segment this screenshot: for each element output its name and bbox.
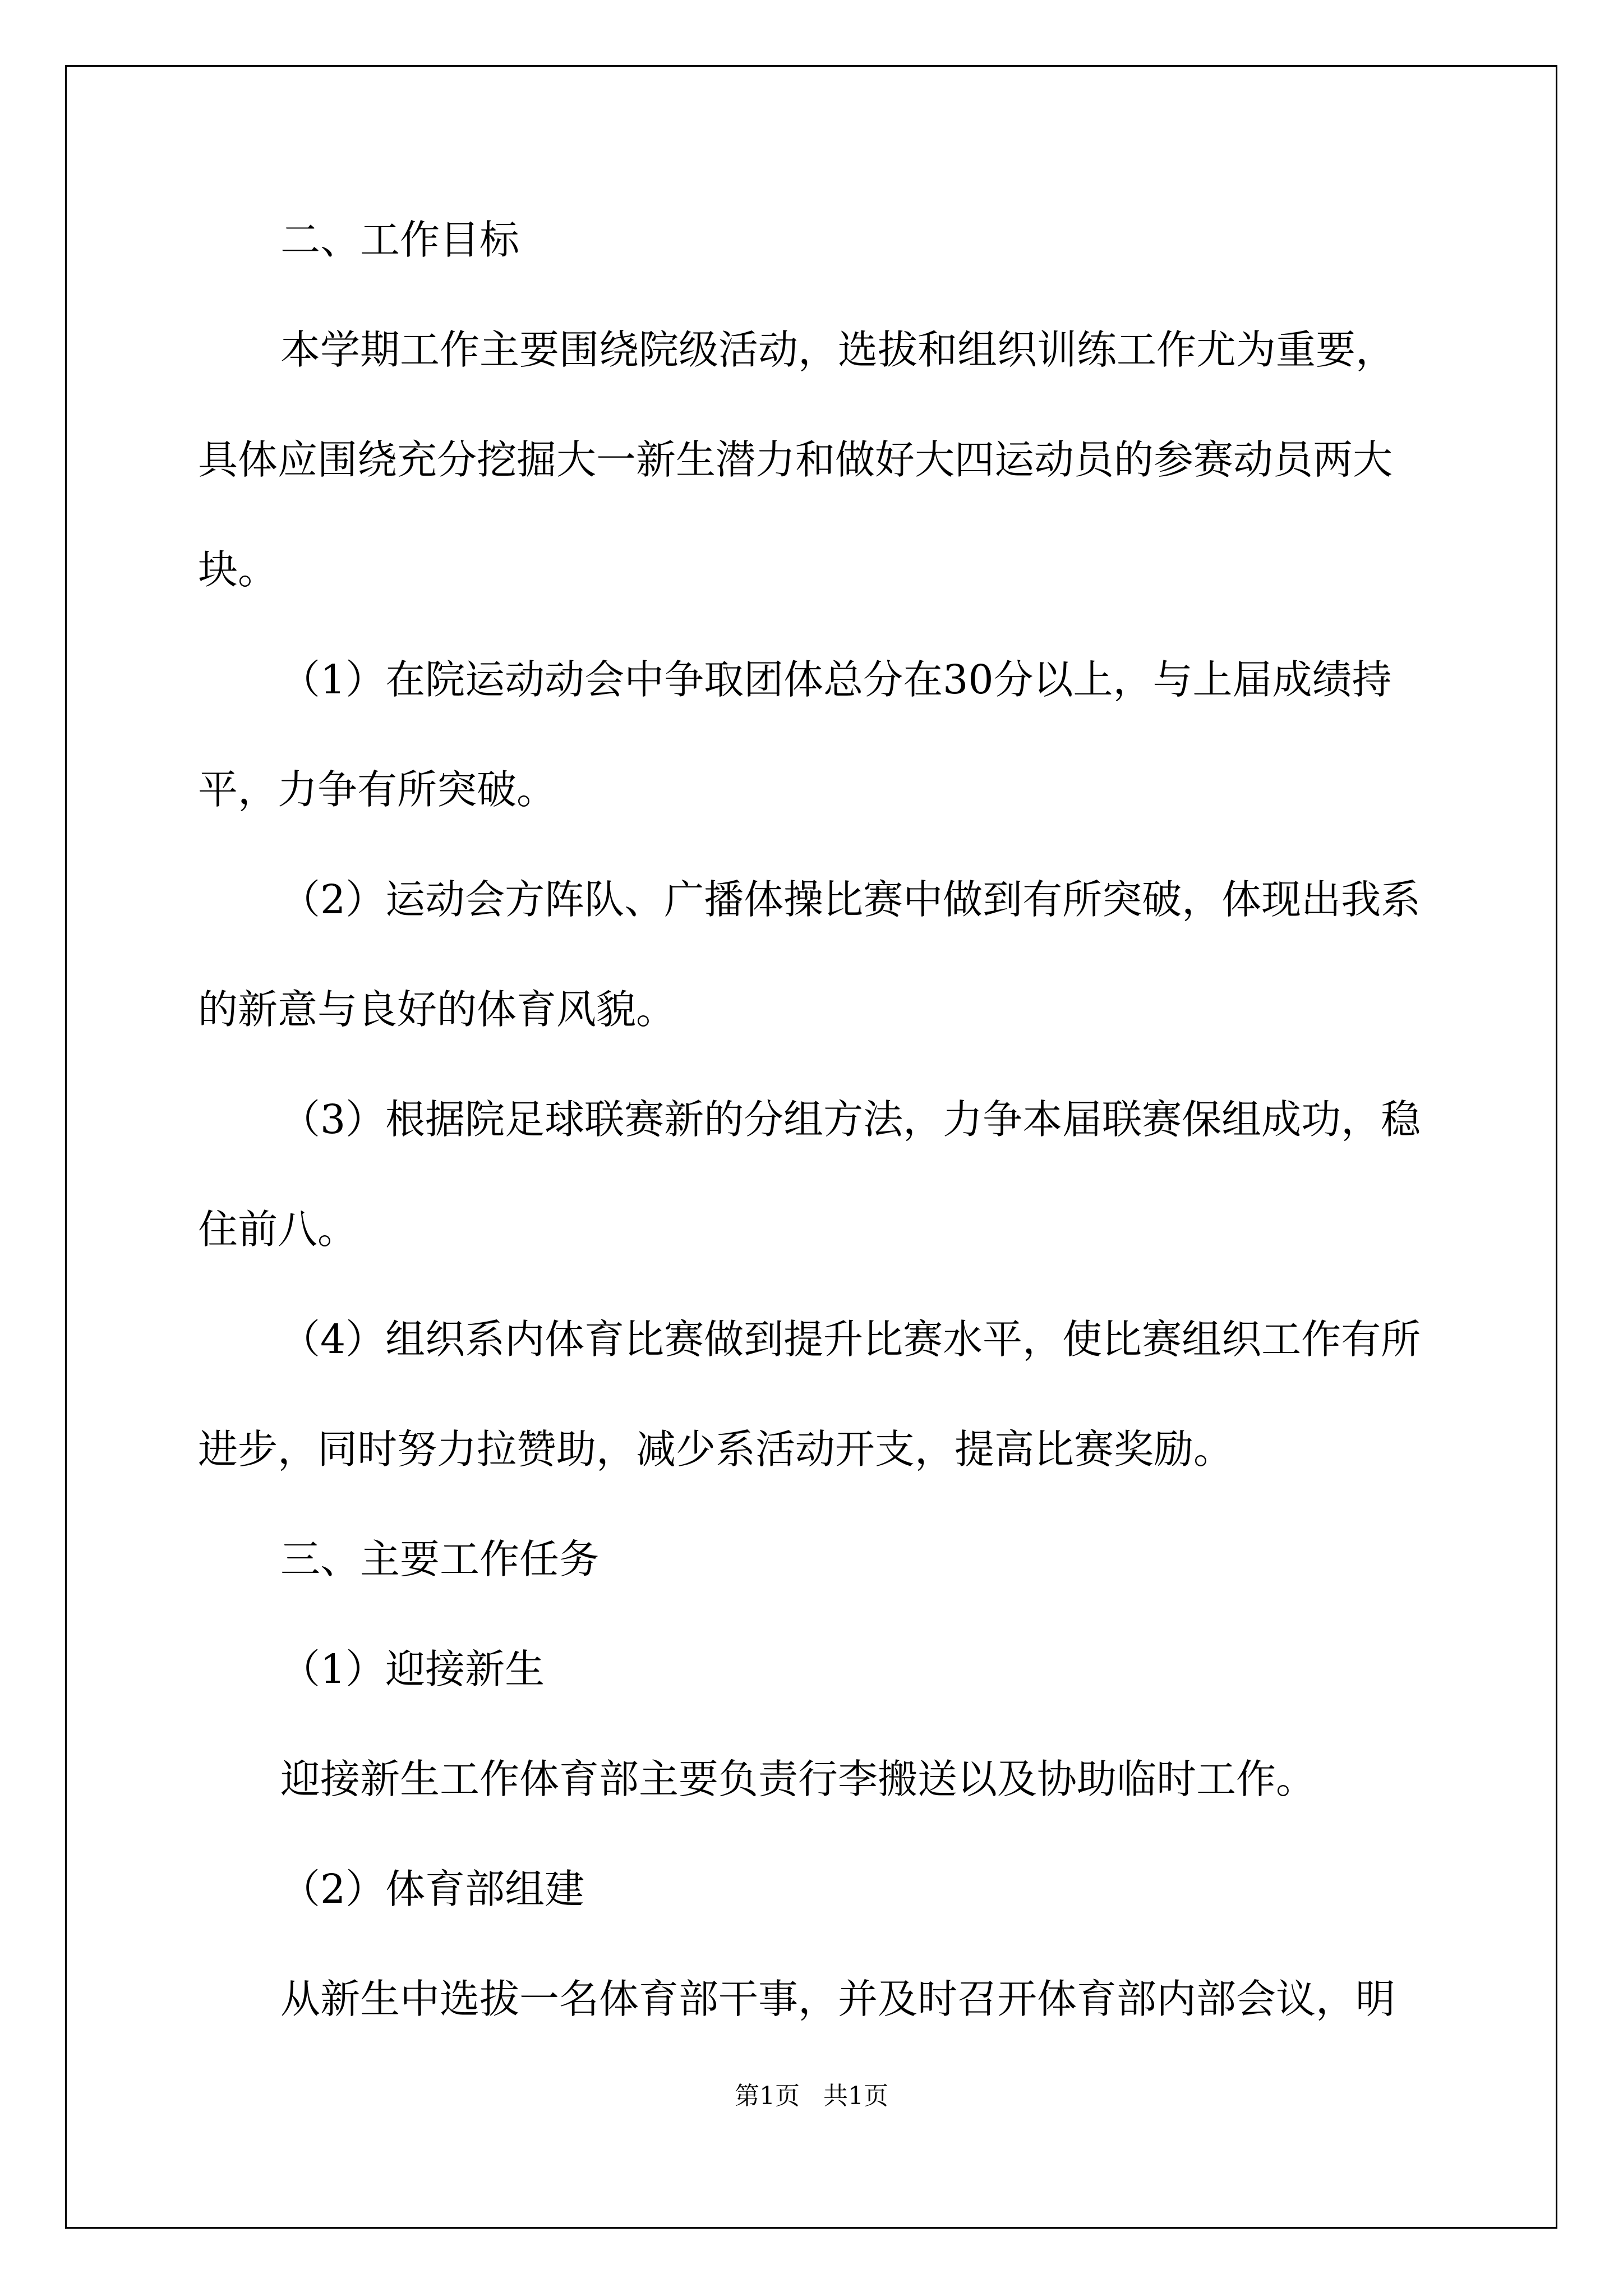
paragraph-line: 迎接新生工作体育部主要负责行李搬送以及协助临时工作。 — [280, 1756, 1316, 1802]
paragraph-line: 本学期工作主要围绕院级活动，选拔和组织训练工作尤为重要， — [280, 326, 1396, 373]
subheading-sports-dept-setup: （2）体育部组建 — [280, 1866, 585, 1912]
document-body — [198, 185, 1432, 2054]
paragraph-line: 具体应围绕充分挖掘大一新生潜力和做好大四运动员的参赛动员两大 — [198, 436, 1393, 483]
page-footer: 第1页 共1页 — [735, 2082, 888, 2110]
paragraph-line: 从新生中选拔一名体育部干事，并及时召开体育部内部会议，明 — [280, 1976, 1396, 2022]
list-item-2-line: 的新意与良好的体育风貌。 — [198, 986, 676, 1033]
paragraph-line: 块。 — [198, 546, 278, 593]
list-item-4-line: 进步，同时努力拉赞助，减少系活动开支，提高比赛奖励。 — [198, 1426, 1234, 1473]
list-item-1-line: （1）在院运动动会中争取团体总分在30分以上，与上届成绩持 — [280, 656, 1392, 703]
list-item-3-line: 住前八。 — [198, 1206, 358, 1253]
subheading-welcome-freshmen: （1）迎接新生 — [280, 1646, 545, 1692]
list-item-2-line: （2）运动会方阵队、广播体操比赛中做到有所突破，体现出我系 — [280, 876, 1421, 923]
list-item-3-line: （3）根据院足球联赛新的分组方法，力争本届联赛保组成功，稳 — [280, 1096, 1421, 1143]
section-heading-tasks: 三、主要工作任务 — [280, 1536, 600, 1582]
list-item-4-line: （4）组织系内体育比赛做到提升比赛水平，使比赛组织工作有所 — [280, 1316, 1421, 1363]
list-item-1-line: 平，力争有所突破。 — [198, 766, 557, 813]
section-heading-goals: 二、工作目标 — [280, 217, 520, 263]
